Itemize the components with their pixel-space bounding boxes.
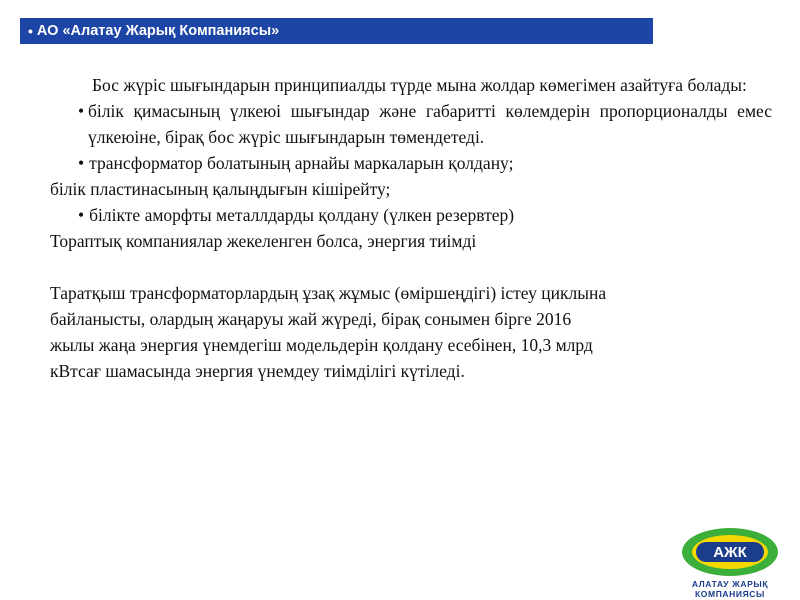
slide-body (50, 72, 772, 384)
logo-caption-line1: АЛАТАУ ЖАРЫҚ (691, 579, 769, 589)
bullet-item-cross-section (50, 98, 772, 150)
distribution-line-4: кВтсағ шамасында энергия үнемдеу тиімділігі күтіледі. (50, 361, 465, 381)
bullet-item-amorphous (50, 202, 772, 228)
plates-line: білік пластинасының қалыңдығын кішірейту; (50, 179, 391, 199)
bullet-text: білік қимасының үлкеюі шығындар және габаритті көлемдерін пропорционалды емес үлкеюіне, бірақ бос жүріс шығындарын төмендетеді. (88, 101, 772, 147)
bullet-text: білікте аморфты металлдарды қолдану (үлкен резервтер) (89, 205, 515, 225)
bullet-marker: • (78, 101, 85, 121)
bullet-marker: • (78, 205, 85, 225)
bullet-text: трансформатор болатының арнайы маркаларын қолдану; (89, 153, 514, 173)
logo-emblem-icon (678, 526, 782, 578)
page-title: АО «Алатау Жарық Компаниясы» (36, 23, 280, 39)
bullet-item-steel-grades (50, 150, 772, 176)
distribution-line-1: Таратқыш трансформаторлардың ұзақ жұмыс (өміршеңдігі) істеу циклына (50, 283, 607, 303)
distribution-line-2: байланысты, олардың жаңаруы жай жүреді, бірақ сонымен бірге 2016 (50, 309, 572, 329)
intro-paragraph: Бос жүріс шығындарын принципиалды түрде мына жолдар көмегімен азайтуға болады: (92, 75, 747, 95)
distribution-line-3: жылы жаңа энергия үнемдегіш модельдерін қолдану есебінен, 10,3 млрд (50, 335, 593, 355)
header-bullet: • (28, 23, 33, 39)
company-logo (678, 526, 782, 600)
network-line: Тораптық компаниялар жекеленген болса, энергия тиімді (50, 231, 477, 251)
header-title-bar (20, 18, 653, 44)
logo-caption-line2: КОМПАНИЯСЫ (695, 589, 765, 599)
bullet-marker: • (78, 153, 85, 173)
logo-mark-text: АЖК (713, 544, 747, 561)
paragraph-gap (50, 254, 772, 280)
